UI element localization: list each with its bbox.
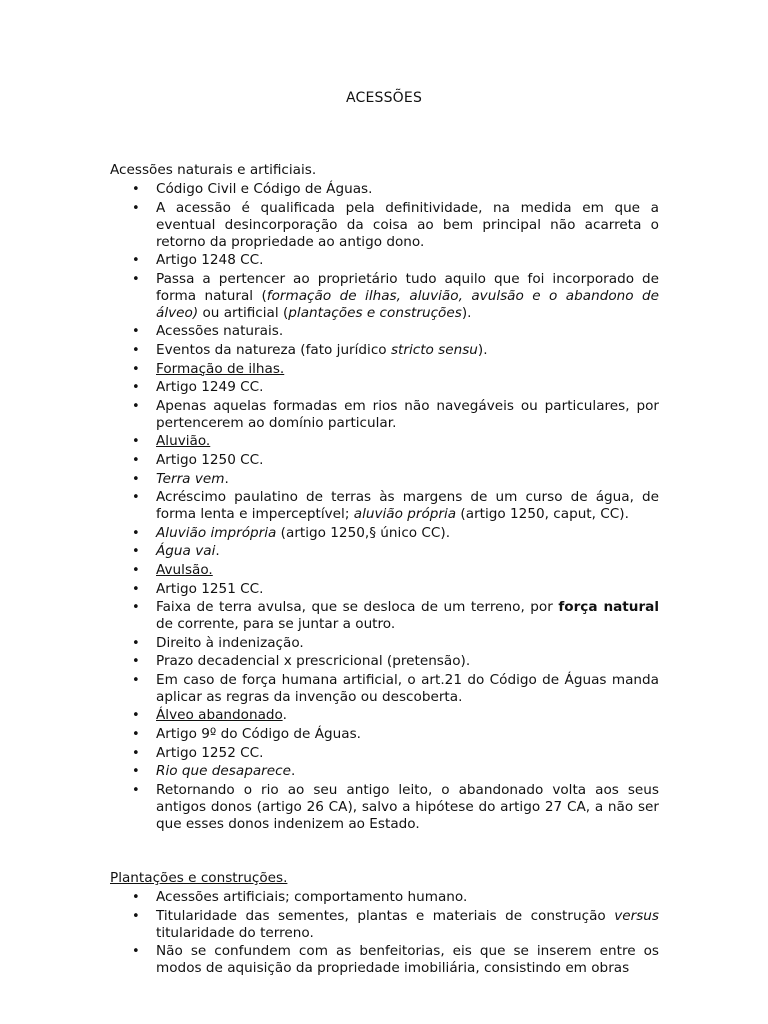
section-plantacoes-construcoes — [110, 870, 659, 979]
item-text: titularidade do terreno. — [156, 924, 314, 941]
list-item — [110, 908, 659, 942]
list-item — [110, 489, 659, 523]
list-item — [110, 200, 659, 251]
item-text: Acréscimo paulatino de terras às margens de um curso de água, de forma lenta e imperceptível; — [156, 489, 659, 523]
list-item — [110, 471, 659, 488]
section-heading: Acessões naturais e artificiais. — [110, 162, 317, 178]
list-item — [110, 271, 659, 322]
item-text: . — [215, 543, 220, 560]
list-item — [110, 635, 659, 652]
list-item — [110, 398, 659, 432]
item-text: Passa a pertencer ao proprietário tudo aquilo que foi incorporado de forma natural ( — [156, 270, 659, 304]
item-text: Código Civil e Código de Águas. — [156, 181, 373, 197]
list-item — [110, 452, 659, 469]
list-item — [110, 745, 659, 762]
list-item — [110, 726, 659, 743]
list-item — [110, 581, 659, 598]
item-text: Artigo 1248 CC. — [156, 252, 264, 269]
item-text: versus — [614, 907, 659, 924]
item-text: Retornando o rio ao seu antigo leito, o abandonado volta aos seus antigos donos (artigo 26 CA), salvo a hipótese do artigo 27 CA, a não ser que esses donos indenizem ao Estado. — [156, 781, 659, 832]
item-text: . — [282, 707, 287, 724]
item-text: formação de ilhas, aluvião, avulsão e o abandono de álveo) — [156, 287, 660, 321]
list-item — [110, 361, 659, 378]
item-text: Acessões naturais. — [156, 323, 284, 340]
list-item — [110, 672, 659, 706]
list-item — [110, 763, 659, 780]
item-text: de corrente, para se juntar a outro. — [156, 616, 396, 633]
document-title: ACESSÕES — [345, 90, 423, 106]
item-text: Não se confundem com as benfeitorias, eis que se inserem entre os modos de aquisição da propriedade imobiliária, consistindo em obras — [156, 943, 659, 977]
item-text: Artigo 9º do Código de Águas. — [156, 726, 361, 743]
item-text: ou artificial ( — [198, 304, 289, 321]
list-item — [110, 599, 659, 633]
item-text: Álveo abandonado — [156, 707, 283, 724]
item-text: Aluvião. — [156, 433, 211, 450]
section-natural-artificial — [110, 162, 659, 834]
item-text: Artigo 1251 CC. — [156, 580, 264, 597]
item-text: Artigo 1250 CC. — [156, 451, 264, 468]
list-item — [110, 562, 659, 579]
list-item — [110, 433, 659, 450]
list-item — [110, 889, 659, 906]
item-text: ). — [461, 304, 472, 321]
item-text: (artigo 1250, caput, CC). — [456, 506, 629, 523]
list-item — [110, 525, 659, 542]
item-text: força natural — [558, 599, 660, 616]
item-text: Artigo 1252 CC. — [156, 744, 264, 761]
list-item — [110, 342, 659, 359]
item-text: aluvião própria — [353, 506, 457, 523]
item-text: (artigo 1250,§ único CC). — [276, 524, 451, 541]
list-item — [110, 181, 659, 198]
section-heading: Plantações e construções. — [110, 870, 288, 886]
item-text: Em caso de força humana artificial, o art.21 do Código de Águas manda aplicar as regras da invenção ou descoberta. — [156, 671, 659, 705]
item-text: Formação de ilhas. — [156, 360, 285, 377]
list-item — [110, 782, 659, 833]
list-item — [110, 252, 659, 269]
list-item — [110, 653, 659, 670]
item-text: A acessão é qualificada pela definitividade, na medida em que a eventual desincorporação da coisa ao bem principal não acarreta o retorno da propriedade ao antigo dono. — [156, 199, 659, 250]
list-item — [110, 379, 659, 396]
item-text: Avulsão. — [156, 561, 213, 578]
item-text: Faixa de terra avulsa, que se desloca de um terreno, por — [156, 599, 559, 616]
item-text: Aluvião imprópria — [156, 524, 277, 541]
item-text: ). — [477, 341, 488, 358]
list-item — [110, 543, 659, 560]
bullet-list — [110, 181, 659, 833]
list-item — [110, 323, 659, 340]
item-text: Terra vem — [156, 470, 225, 487]
item-text: Eventos da natureza (fato jurídico — [156, 341, 391, 358]
list-item — [110, 943, 659, 977]
list-item — [110, 707, 659, 724]
item-text: Titularidade das sementes, plantas e materiais de construção — [156, 907, 615, 924]
item-text: Prazo decadencial x prescricional (pretensão). — [156, 653, 471, 670]
bullet-list — [110, 889, 659, 977]
item-text: Direito à indenização. — [156, 634, 304, 651]
item-text: plantações e construções — [288, 304, 462, 321]
item-text: stricto sensu — [390, 341, 478, 358]
item-text: Rio que desaparece — [156, 763, 291, 780]
item-text: . — [224, 470, 229, 487]
item-text: Artigo 1249 CC. — [156, 379, 264, 396]
item-text: Acessões artificiais; comportamento humano. — [156, 889, 468, 905]
item-text: Água vai — [156, 543, 216, 560]
item-text: . — [290, 763, 296, 780]
item-text: Apenas aquelas formadas em rios não navegáveis ou particulares, por pertencerem ao domínio particular. — [156, 397, 659, 431]
